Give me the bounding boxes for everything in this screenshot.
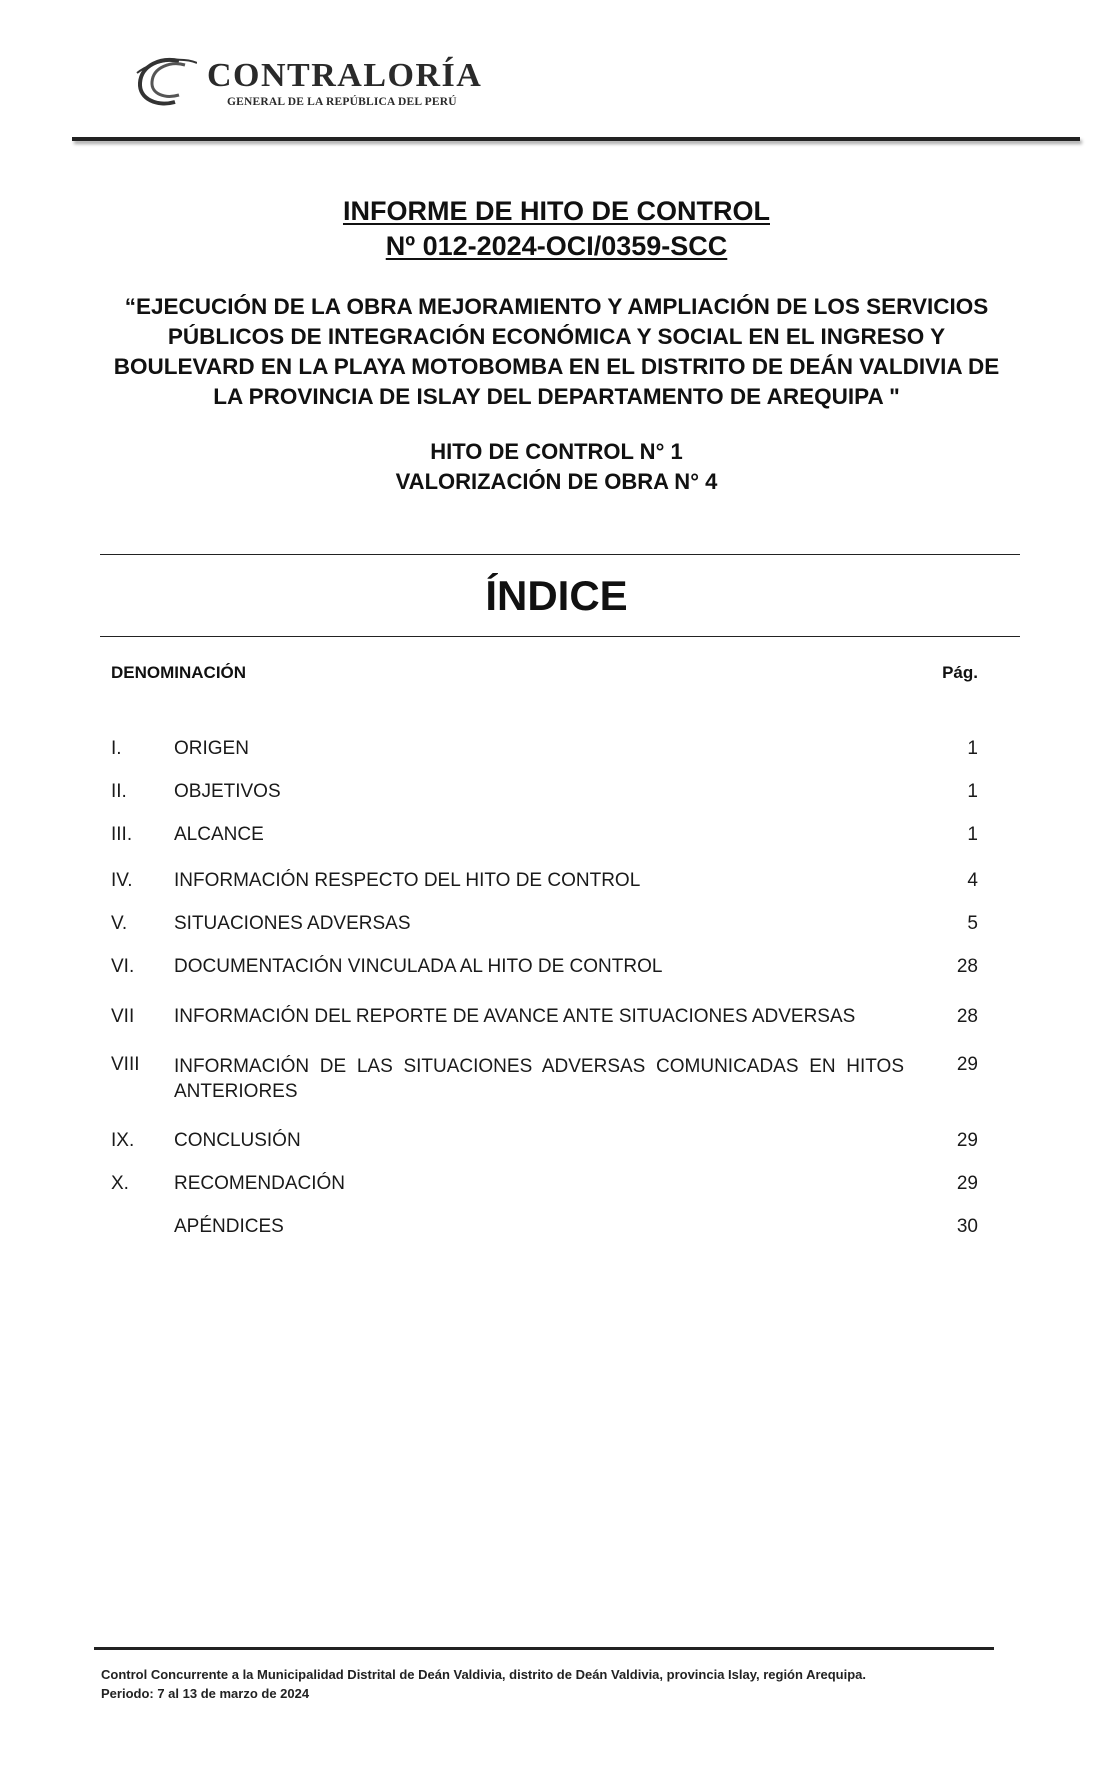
subject-line: “EJECUCIÓN DE LA OBRA MEJORAMIENTO Y AMPLIACIÓN DE LOS SERVICIOS	[124, 294, 989, 319]
toc-entry-label: SITUACIONES ADVERSAS	[174, 913, 411, 934]
toc-entry-page: 5	[967, 913, 978, 934]
toc-column-denominacion: DENOMINACIÓN	[111, 663, 247, 682]
index-bottom-divider	[100, 636, 1020, 637]
logo-subtitle: GENERAL DE LA REPÚBLICA DEL PERÚ	[227, 96, 457, 108]
toc-entry-number: I.	[111, 738, 122, 759]
toc-entry-page: 28	[956, 956, 978, 977]
subject-line: LA PROVINCIA DE ISLAY DEL DEPARTAMENTO DE AREQUIPA "	[213, 384, 900, 409]
toc-entry-label: OBJETIVOS	[174, 781, 281, 802]
toc-entry-label: ALCANCE	[174, 824, 264, 845]
toc-entry-label: DOCUMENTACIÓN VINCULADA AL HITO DE CONTROL	[174, 956, 663, 977]
header-divider	[72, 137, 1080, 141]
toc-entry-page: 30	[956, 1216, 978, 1237]
toc-entry-label: ORIGEN	[174, 738, 249, 759]
toc-entry-page: 1	[967, 738, 978, 759]
index-title: ÍNDICE	[485, 572, 628, 619]
report-title: INFORME DE HITO DE CONTROL	[342, 196, 770, 226]
toc-entry-page: 29	[956, 1130, 978, 1151]
toc-entry-number: III.	[111, 824, 133, 845]
report-number: Nº 012-2024-OCI/0359-SCC	[385, 231, 728, 261]
toc-entry-number: IV.	[111, 870, 133, 891]
toc-entry-label: APÉNDICES	[174, 1216, 284, 1237]
milestone-subtitle: VALORIZACIÓN DE OBRA N° 4	[395, 469, 718, 494]
toc-entry-page: 29	[956, 1173, 978, 1194]
footer-period: Periodo: 7 al 13 de marzo de 2024	[101, 1686, 310, 1701]
toc-entry-label: INFORMACIÓN DE LAS SITUACIONES ADVERSAS COMUNICADAS EN HITOS ANTERIORES	[174, 1056, 904, 1102]
toc-entry-page: 4	[967, 870, 978, 891]
toc-entry-page: 29	[956, 1054, 978, 1075]
toc-entry-label: CONCLUSIÓN	[174, 1130, 301, 1151]
contraloria-logo	[135, 55, 525, 115]
toc-entry-number: II.	[111, 781, 127, 802]
subject-line: PÚBLICOS DE INTEGRACIÓN ECONÓMICA Y SOCIAL EN EL INGRESO Y	[167, 324, 946, 349]
toc-entry-page: 28	[956, 1006, 978, 1027]
toc-entry-page: 1	[967, 781, 978, 802]
toc-entry-number: X.	[111, 1173, 129, 1194]
toc-entry-number: VIII	[111, 1054, 140, 1075]
logo-name: CONTRALORÍA	[207, 57, 483, 94]
subject-line: BOULEVARD EN LA PLAYA MOTOBOMBA EN EL DISTRITO DE DEÁN VALDIVIA DE	[113, 354, 1000, 379]
toc-column-page: Pág.	[942, 663, 978, 682]
toc-entry-number: IX.	[111, 1130, 135, 1151]
footer-entity: Control Concurrente a la Municipalidad Distrital de Deán Valdivia, distrito de Deán Valdivia, provincia Islay, región Arequipa.	[101, 1667, 867, 1682]
index-top-divider	[100, 554, 1020, 555]
toc-entry-number: VII	[111, 1006, 135, 1027]
toc-entry-number: VI.	[111, 956, 135, 977]
footer-divider	[94, 1647, 994, 1650]
toc-entry-page: 1	[967, 824, 978, 845]
toc-entry-label: INFORMACIÓN DEL REPORTE DE AVANCE ANTE SITUACIONES ADVERSAS	[174, 1006, 856, 1027]
milestone-title: HITO DE CONTROL N° 1	[430, 439, 683, 464]
report-subject	[90, 292, 1023, 412]
toc-entry-number: V.	[111, 913, 128, 934]
toc-entry-label: RECOMENDACIÓN	[174, 1173, 346, 1194]
contraloria-emblem-icon	[135, 55, 197, 110]
toc-entry-label: INFORMACIÓN RESPECTO DEL HITO DE CONTROL	[174, 870, 641, 891]
